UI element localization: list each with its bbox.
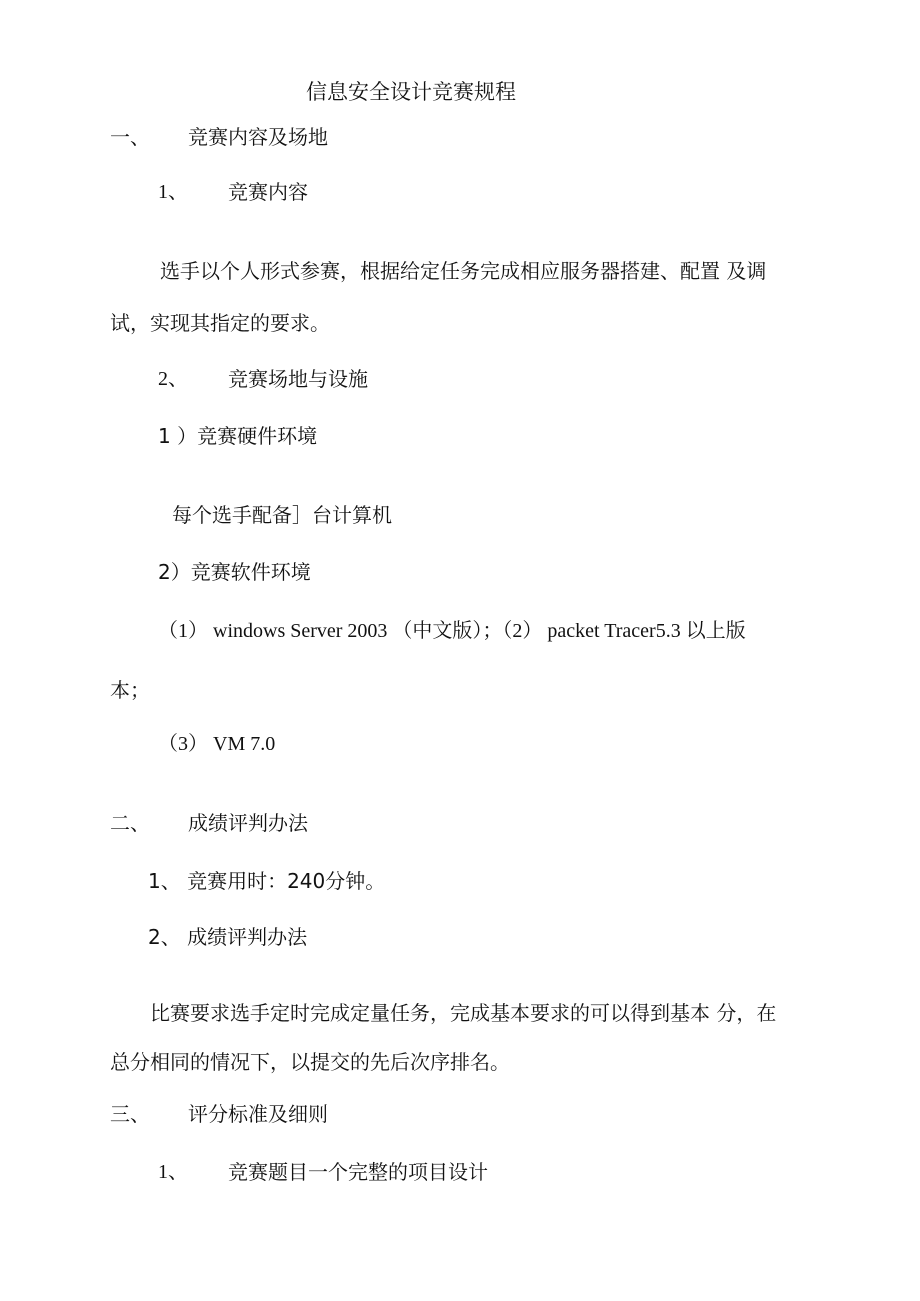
section-3-heading: 评分标准及细则 — [188, 1102, 328, 1126]
hardware-env-text: 每个选手配备］台计算机 — [172, 503, 392, 527]
paragraph-1-line-1: 选手以个人形式参赛，根据给定任务完成相应服务器搭建、配置 及调 — [160, 259, 767, 283]
section-1-item-1-number: 1、 — [158, 181, 188, 203]
section-1-item-1-heading: 竞赛内容 — [228, 180, 308, 204]
section-3-item-1-number: 1、 — [158, 1161, 188, 1183]
section-2-number: 二、 — [110, 811, 150, 835]
section-1-item-2-number: 2、 — [158, 368, 188, 390]
software-list-line-1-cont: 本； — [110, 678, 150, 702]
section-2-item-1: 1、 竞赛用时：240分钟。 — [148, 869, 386, 893]
section-2-item-2: 2、 成绩评判办法 — [148, 925, 308, 949]
paragraph-1-line-2: 试，实现其指定的要求。 — [110, 311, 330, 335]
software-list-line-2: （3） VM 7.0 — [158, 733, 276, 755]
section-1-heading: 竞赛内容及场地 — [188, 125, 328, 149]
section-1-item-2-heading: 竞赛场地与设施 — [228, 367, 368, 391]
section-2-heading: 成绩评判办法 — [188, 811, 308, 835]
section-3-item-1-heading: 竞赛题目一个完整的项目设计 — [228, 1160, 488, 1184]
section-3-number: 三、 — [110, 1102, 150, 1126]
hardware-env-heading: 1 ）竞赛硬件环境 — [158, 424, 318, 448]
paragraph-2-line-2: 总分相同的情况下，以提交的先后次序排名。 — [110, 1050, 510, 1074]
section-1-number: 一、 — [110, 125, 150, 149]
document-title: 信息安全设计竞赛规程 — [306, 80, 516, 104]
paragraph-2-line-1: 比赛要求选手定时完成定量任务，完成基本要求的可以得到基本 分，在 — [150, 1001, 777, 1025]
software-env-heading: 2）竞赛软件环境 — [158, 560, 311, 584]
software-list-line-1: （1） windows Server 2003 （中文版）；（2） packet Tracer5.3 以上版 — [158, 620, 746, 642]
